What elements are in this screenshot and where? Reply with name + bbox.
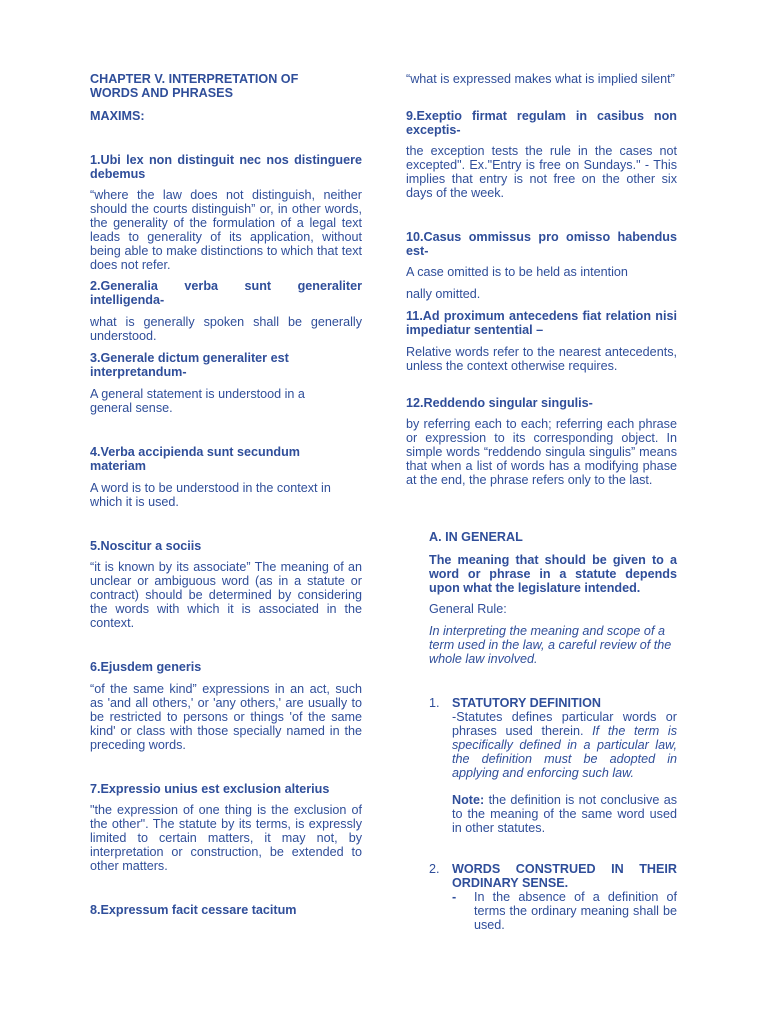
maxim-2-heading: 2.Generalia verba sunt generaliter intelligenda- bbox=[90, 279, 362, 307]
maxim-4-heading: 4.Verba accipienda sunt secundum materiam bbox=[90, 445, 300, 473]
maxim-12-text: by referring each to each; referring each phrase or expression to its corresponding object. In simple words “reddendo singula singulis” means that when a list of words has a modifying phase at the end, the phrase refers only to the last. bbox=[406, 417, 677, 487]
item-1-number: 1. bbox=[429, 696, 440, 710]
maxim-5-heading: 5.Noscitur a sociis bbox=[90, 539, 202, 553]
section-a-heading: A. IN GENERAL bbox=[429, 530, 523, 544]
item-1-heading: STATUTORY DEFINITION bbox=[452, 696, 602, 710]
maxim-3-text: A general statement is understood in a general sense. bbox=[90, 387, 305, 415]
maxim-2-text: what is generally spoken shall be generally understood. bbox=[90, 315, 362, 343]
general-rule-text: In interpreting the meaning and scope of a term used in the law, a careful review of the whole law involved. bbox=[429, 624, 672, 666]
maxim-10-text-1: A case omitted is to be held as intention bbox=[406, 265, 628, 279]
item-1-text bbox=[452, 710, 677, 780]
maxim-11-heading: 11.Ad proximum antecedens fiat relation nisi impediatur sentential – bbox=[406, 309, 677, 337]
maxim-4-text: A word is to be understood in the context in which it is used. bbox=[90, 481, 331, 509]
maxim-10-heading: 10.Casus ommissus pro omisso habendus est- bbox=[406, 230, 677, 258]
maxim-10-text-2: nally omitted. bbox=[406, 287, 481, 301]
maxim-5-text: “it is known by its associate” The meaning of an unclear or ambiguous word (as in a statute or contract) should be determined by considering the words with which it is associated in the context. bbox=[90, 560, 362, 630]
chapter-title-line1: CHAPTER V. INTERPRETATION OF bbox=[90, 72, 299, 86]
note-text: the definition is not conclusive as to the meaning of the same word used in other statutes. bbox=[452, 793, 678, 835]
maxim-9-heading: 9.Exeptio firmat regulam in casibus non exceptis- bbox=[406, 109, 677, 137]
note-label: Note: bbox=[452, 793, 485, 807]
maxim-12-heading: 12.Reddendo singular singulis- bbox=[406, 396, 593, 410]
item-2-heading: WORDS CONSTRUED IN THEIR ORDINARY SENSE. bbox=[452, 862, 677, 890]
maxim-3-heading: 3.Generale dictum generaliter est interpretandum- bbox=[90, 351, 289, 379]
chapter-title-line2: WORDS AND PHRASES bbox=[90, 86, 233, 100]
item-1-text-plain: -Statutes defines particular words or phrases used therein. bbox=[452, 710, 677, 738]
maxim-1-heading: 1.Ubi lex non distinguit nec nos distinguere debemus bbox=[90, 153, 362, 181]
item-2-number: 2. bbox=[429, 862, 440, 876]
item-1-note bbox=[452, 793, 677, 835]
maxims-heading: MAXIMS: bbox=[90, 109, 145, 123]
maxim-7-heading: 7.Expressio unius est exclusion alterius bbox=[90, 782, 330, 796]
maxim-8-heading: 8.Expressum facit cessare tacitum bbox=[90, 903, 297, 917]
item-2-text: In the absence of a definition of terms the ordinary meaning shall be used. bbox=[474, 890, 677, 932]
maxim-1-text: “where the law does not distinguish, neither should the courts distinguish” or, in other words, the generality of the formulation of a legal text leads to generality of its application, without being able to make distinctions to which that text does not refer. bbox=[90, 188, 362, 272]
maxim-8-text: “what is expressed makes what is implied silent” bbox=[406, 72, 675, 86]
section-a-lead: The meaning that should be given to a word or phrase in a statute depends upon what the legislature intended. bbox=[429, 553, 677, 595]
general-rule-label: General Rule: bbox=[429, 602, 507, 616]
maxim-6-heading: 6.Ejusdem generis bbox=[90, 660, 202, 674]
chapter-title bbox=[90, 72, 370, 100]
maxim-11-text: Relative words refer to the nearest antecedents, unless the context otherwise requires. bbox=[406, 345, 677, 373]
maxim-7-text: "the expression of one thing is the exclusion of the other". The statute by its terms, is expressly limited to certain matters, it may not, by interpretation or construction, be extended to other matters. bbox=[90, 803, 362, 873]
maxim-6-text: “of the same kind” expressions in an act, such as 'and all others,' or 'any others,' are usually to be restricted to persons or things 'of the same kind' or class with those specially named in the preceding words. bbox=[90, 682, 362, 752]
maxim-9-text: the exception tests the rule in the cases not excepted". Ex."Entry is free on Sundays." - This implies that entry is not free on the other six days of the week. bbox=[406, 144, 677, 200]
item-1-text-italic: If the term is specifically defined in a particular law, the definition must be adopted in applying and enforcing such law. bbox=[452, 724, 677, 780]
item-2-dash: - bbox=[452, 890, 457, 904]
